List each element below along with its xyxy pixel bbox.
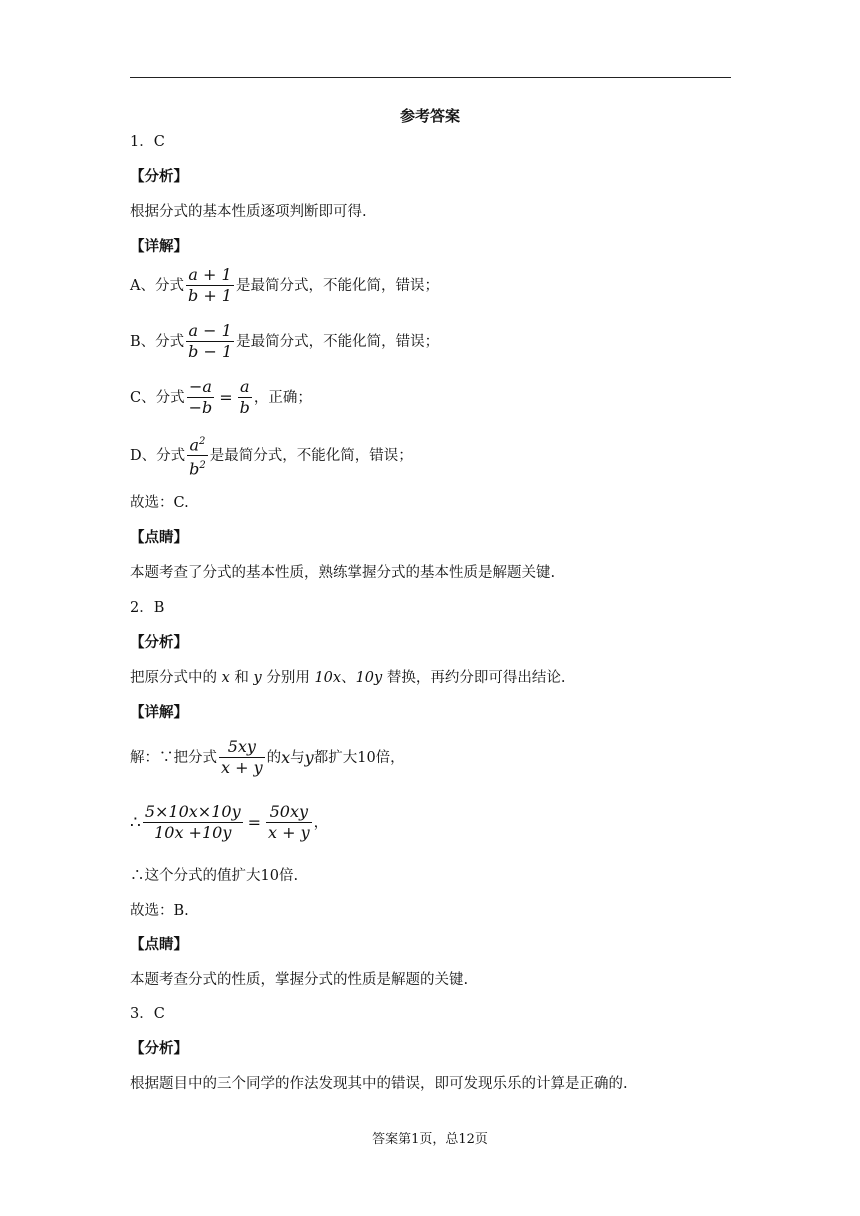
fraction: $\frac{5\times 10x\times 10y}{10x +10y}$ xyxy=(144,802,241,842)
q1-analysis-tag: 【分析】 xyxy=(130,168,188,185)
fraction: $\frac{a^2}{b^2}$ xyxy=(187,432,208,480)
q2-analysis-text: 把原分式中的 x 和 y 分别用 10x、10y 替换，再约分即可得出结论. xyxy=(130,670,566,686)
q1-option-b: B、分式 $\frac{a - 1}{b - 1}$ 是最简分式，不能化简，错误； xyxy=(130,321,440,361)
header-rule xyxy=(130,77,731,78)
q2-choice: 故选：B. xyxy=(130,903,189,919)
fraction: $\frac{a}{b}$ xyxy=(239,377,250,417)
q1-choice: 故选：C. xyxy=(130,495,189,511)
fraction: $\frac{a + 1}{b + 1}$ xyxy=(187,265,232,305)
fraction: $\frac{5xy}{x + y}$ xyxy=(221,737,263,777)
q1-option-a: A、分式 $\frac{a + 1}{b + 1}$ 是最简分式，不能化简，错误； xyxy=(130,265,439,305)
q1-option-c: C、分式 $\frac{-a}{-b}$ = $\frac{a}{b}$ ，正确； xyxy=(130,377,312,417)
q2-solution-line: 解：∵把分式 $\frac{5xy}{x + y}$ 的 x 与 y 都扩大10倍， xyxy=(130,737,405,777)
q1-comment-tag: 【点睛】 xyxy=(130,529,188,546)
fraction: $\frac{-a}{-b}$ xyxy=(188,377,213,417)
q1-option-d: D、分式 $\frac{a^2}{b^2}$ 是最简分式，不能化简，错误； xyxy=(130,432,413,480)
q2-detail-tag: 【详解】 xyxy=(130,704,188,721)
q2-analysis-tag: 【分析】 xyxy=(130,634,188,651)
q3-analysis-tag: 【分析】 xyxy=(130,1040,188,1057)
q3-analysis-text: 根据题目中的三个同学的作法发现其中的错误，即可发现乐乐的计算是正确的. xyxy=(130,1076,628,1092)
q1-detail-tag: 【详解】 xyxy=(130,238,188,255)
q2-comment-tag: 【点睛】 xyxy=(130,936,188,953)
fraction: $\frac{a - 1}{b - 1}$ xyxy=(188,321,233,361)
q1-comment: 本题考查了分式的基本性质，熟练掌握分式的基本性质是解题关键. xyxy=(130,565,556,581)
q3-head: 3．C xyxy=(130,1006,165,1022)
q1-analysis-text: 根据分式的基本性质逐项判断即可得. xyxy=(130,204,367,220)
q2-result: ∴这个分式的值扩大10倍. xyxy=(130,868,299,884)
q2-head: 2．B xyxy=(130,600,165,616)
q2-comment: 本题考查分式的性质，掌握分式的性质是解题的关键. xyxy=(130,972,469,988)
page-title: 参考答案 xyxy=(399,107,460,125)
page-footer: 答案第1页，总12页 xyxy=(372,1132,488,1147)
fraction: $\frac{50xy}{x + y}$ xyxy=(268,802,310,842)
q2-equation: ∴ $\frac{5\times 10x\times 10y}{10x +10y}$ = $\frac{50xy}{x + y}$ ， xyxy=(130,802,329,842)
q1-head: 1．C xyxy=(130,134,165,150)
